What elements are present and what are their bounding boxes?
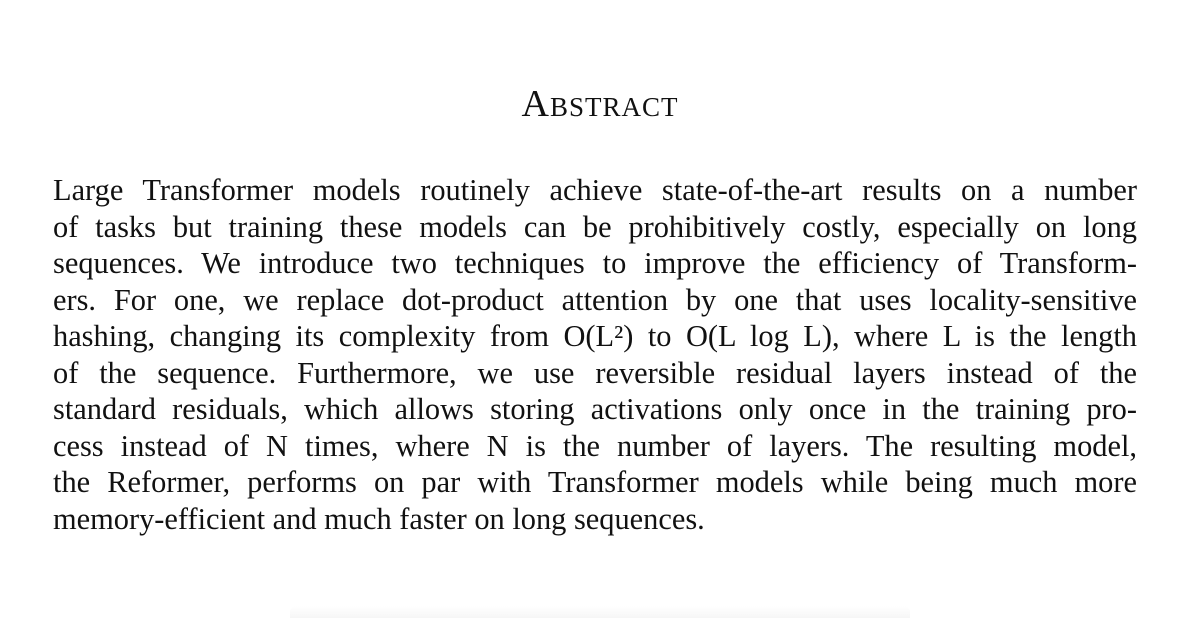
abstract-line: sequences. We introduce two techniques to improve the efficiency of Transform-	[53, 246, 1137, 280]
page-edge-shadow	[290, 606, 910, 618]
abstract-line: of the sequence. Furthermore, we use reversible residual layers instead of the	[53, 355, 1137, 390]
abstract-line: of tasks but training these models can be prohibitively costly, especially on long	[53, 209, 1137, 244]
abstract-line: hashing, changing its complexity from O(L²) to O(L log L), where L is the length	[53, 319, 1137, 353]
abstract-line: the Reformer, performs on par with Transformer models while being much more	[53, 465, 1137, 499]
abstract-body	[53, 172, 1137, 537]
abstract-line: cess instead of N times, where N is the number of layers. The resulting model,	[53, 428, 1137, 463]
abstract-heading: Abstract	[521, 83, 679, 125]
abstract-line: ers. For one, we replace dot-product attention by one that uses locality-sensitive	[53, 282, 1137, 317]
abstract-line: memory-efficient and much faster on long sequences.	[53, 501, 705, 536]
abstract-line: Large Transformer models routinely achieve state-of-the-art results on a number	[53, 173, 1137, 207]
abstract-line: standard residuals, which allows storing activations only once in the training pro-	[53, 392, 1137, 426]
